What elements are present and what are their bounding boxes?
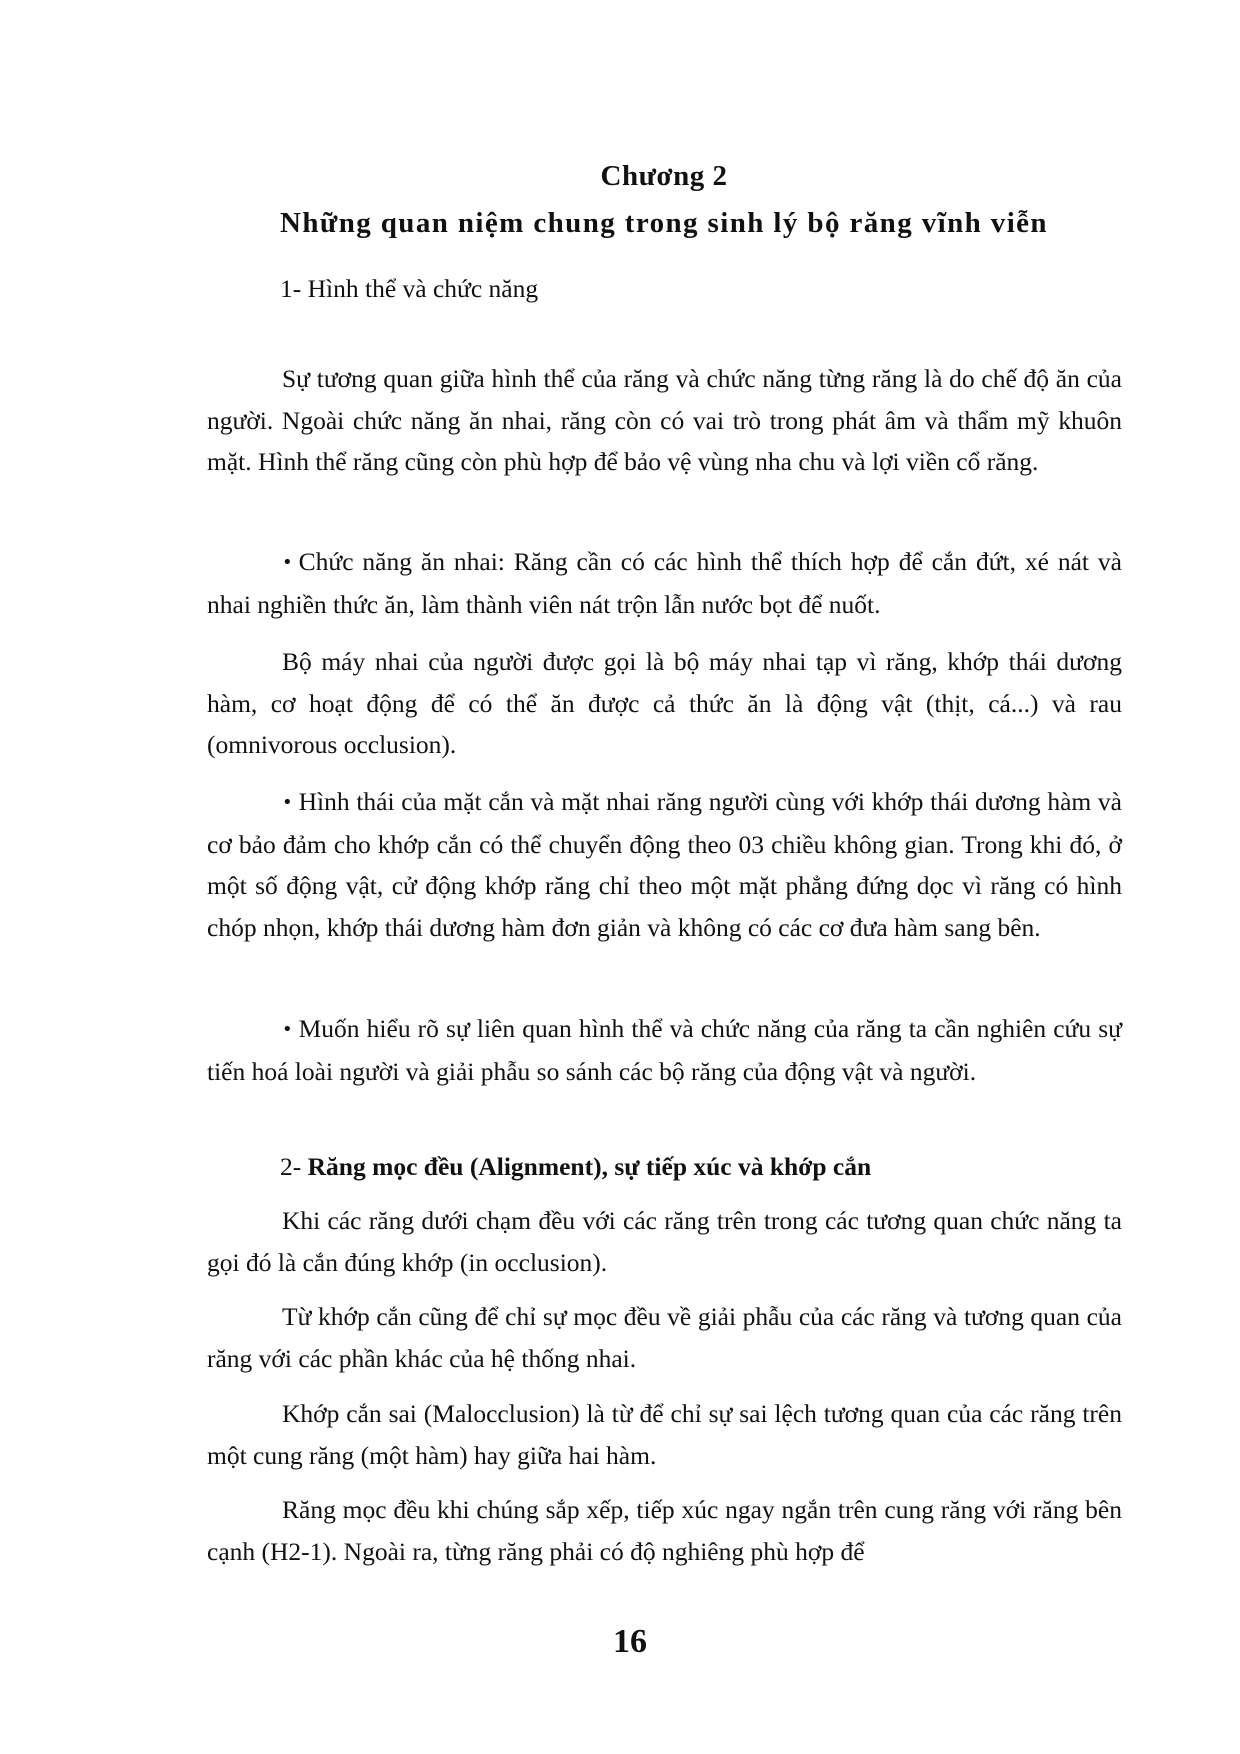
chapter-title: Những quan niệm chung trong sinh lý bộ răng vĩnh viễn: [280, 207, 1048, 239]
section-1-number: 1-: [280, 274, 302, 303]
bullet-text: Muốn hiểu rõ sự liên quan hình thể và chức năng của răng ta cần nghiên cứu sự tiến hoá loài người và giải phẫu so sánh các bộ răng của động vật và người.: [207, 1014, 1122, 1086]
bullet-icon: •: [282, 792, 293, 813]
section-2-paragraph-1: [207, 1200, 1122, 1283]
bullet-item-3: [207, 1008, 1122, 1092]
section-1-paragraph-2: [207, 641, 1122, 766]
section-1-title: Hình thể và chức năng: [307, 274, 539, 303]
paragraph-text: Khi các răng dưới chạm đều với các răng trên trong các tương quan chức năng ta gọi đó là cắn đúng khớp (in occlusion).: [207, 1206, 1122, 1277]
section-2-title: Răng mọc đều (Alignment), sự tiếp xúc và khớp cắn: [307, 1152, 872, 1181]
paragraph-text: Răng mọc đều khi chúng sắp xếp, tiếp xúc ngay ngắn trên cung răng với răng bên cạnh (H2-1). Ngoài ra, từng răng phải có độ nghiêng phù hợp để: [207, 1495, 1122, 1566]
section-1-heading: [280, 268, 980, 310]
bullet-text: Hình thái của mặt cắn và mặt nhai răng người cùng với khớp thái dương hàm và cơ bảo đảm cho khớp cắn có thể chuyển động theo 03 chiều không gian. Trong khi đó, ở một số động vật, cử động khớp răng chỉ theo một mặt phẳng đứng dọc vì răng có hình chóp nhọn, khớp thái dương hàm đơn giản và không có các cơ đưa hàm sang bên.: [207, 787, 1122, 942]
bullet-item-2: [207, 781, 1122, 948]
paragraph-text: Bộ máy nhai của người được gọi là bộ máy nhai tạp vì răng, khớp thái dương hàm, cơ hoạt động để có thể ăn được cả thức ăn là động vật (thịt, cá...) và rau (omnivorous occlusion).: [207, 647, 1122, 759]
bullet-item-1: [207, 541, 1122, 625]
page-number: 16: [613, 1623, 647, 1660]
bullet-text: Chức năng ăn nhai: Răng cần có các hình thể thích hợp để cắn đứt, xé nát và nhai nghiền thức ăn, làm thành viên nát trộn lẫn nước bọt để nuốt.: [207, 547, 1122, 619]
chapter-number: Chương 2: [600, 160, 728, 192]
paragraph-text: Sự tương quan giữa hình thể của răng và chức năng từng răng là do chế độ ăn của người. Ngoài chức năng ăn nhai, răng còn có vai trò trong phát âm và thẩm mỹ khuôn mặt. Hình thể răng cũng còn phù hợp để bảo vệ vùng nha chu và lợi viền cổ răng.: [207, 364, 1122, 476]
section-2-paragraph-4: [207, 1489, 1122, 1572]
section-1-paragraph-1: [207, 358, 1122, 483]
bullet-icon: •: [282, 1019, 293, 1040]
bullet-icon: •: [282, 552, 293, 573]
paragraph-text: Từ khớp cắn cũng để chỉ sự mọc đều về giải phẫu của các răng và tương quan của răng với các phần khác của hệ thống nhai.: [207, 1302, 1122, 1373]
section-2-heading: [280, 1146, 1130, 1188]
section-2-paragraph-2: [207, 1296, 1122, 1379]
section-2-number: 2-: [280, 1152, 302, 1181]
paragraph-text: Khớp cắn sai (Malocclusion) là từ để chỉ sự sai lệch tương quan của các răng trên một cung răng (một hàm) hay giữa hai hàm.: [207, 1399, 1122, 1470]
section-2-paragraph-3: [207, 1393, 1122, 1476]
